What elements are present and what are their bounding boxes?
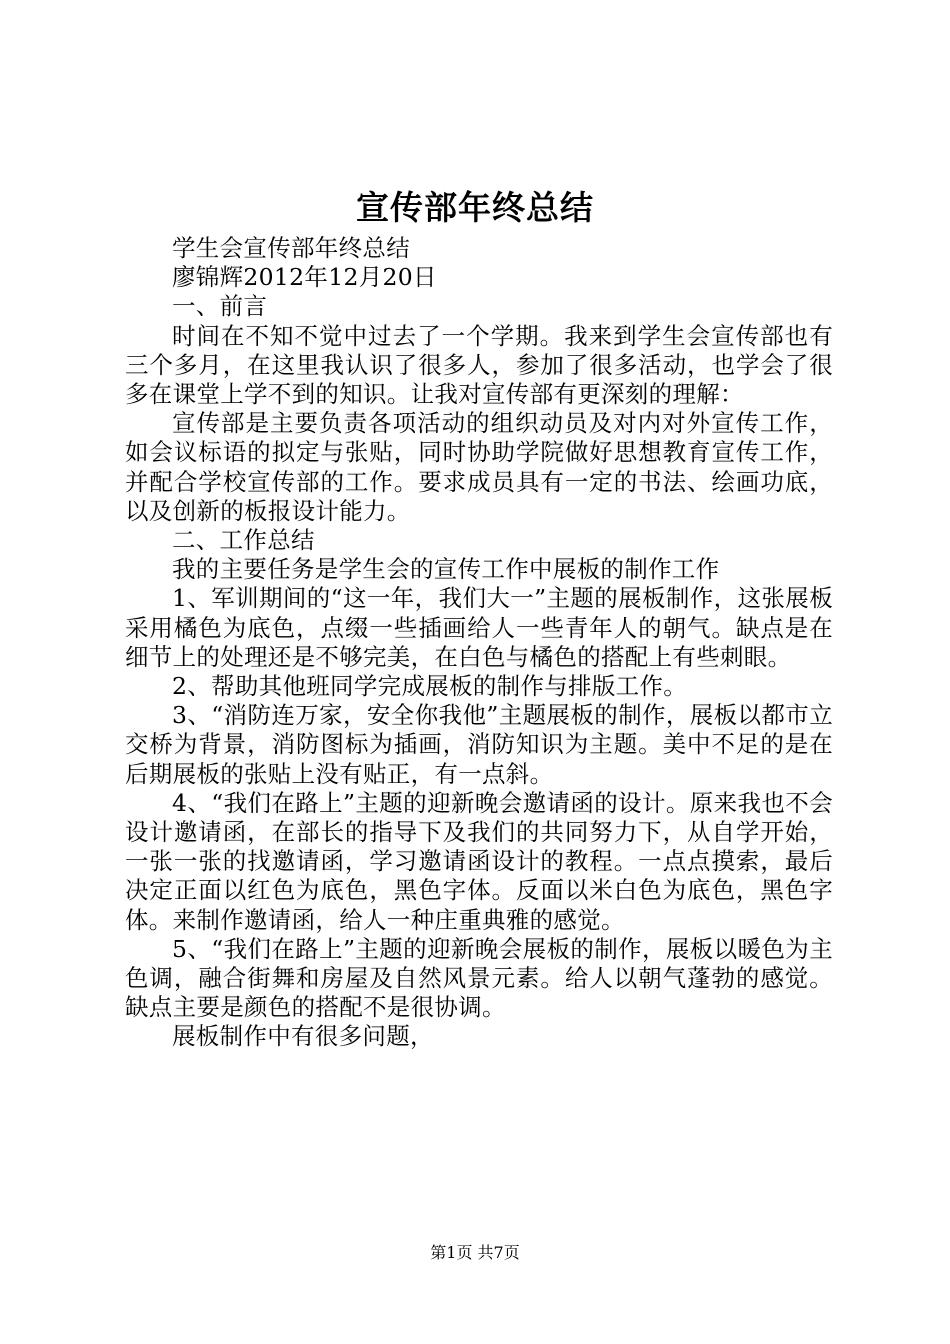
section-heading-summary: 二、工作总结	[172, 526, 315, 555]
list-item: 3、“消防连万家，安全你我他”主题展板的制作，展板以都市立交桥为背景，消防图标为插画，消防知识为主题。美中不足的是在后期展板的张贴上没有贴正，有一点斜。	[125, 701, 833, 788]
list-item: 5、“我们在路上”主题的迎新晚会展板的制作，展板以暖色为主色调，融合街舞和房屋及自然风景元素。给人以朝气蓬勃的感觉。缺点主要是颜色的搭配不是很协调。	[125, 934, 833, 1022]
document-title: 宣传部年终总结	[356, 188, 594, 227]
list-item: 2、帮助其他班同学完成展板的制作与排版工作。	[172, 672, 688, 701]
paragraph-subtitle: 学生会宣传部年终总结	[172, 234, 410, 262]
list-item: 1、军训期间的“这一年，我们大一”主题的展板制作，这张展板采用橘色为底色，点缀一些插画给人一些青年人的朝气。缺点是在细节上的处理还是不够完美，在白色与橘色的搭配上有些刺眼。	[125, 584, 833, 671]
page-footer: 第1页 共7页	[430, 1243, 520, 1262]
document-body	[125, 234, 833, 1052]
paragraph: 展板制作中有很多问题，	[172, 1022, 434, 1051]
paragraph: 时间在不知不觉中过去了一个学期。我来到学生会宣传部也有三个多月，在这里我认识了很多人，参加了很多活动，也学会了很多在课堂上学不到的知识。让我对宣传部有更深刻的理解：	[125, 321, 833, 409]
list-item: 4、“我们在路上”主题的迎新晚会邀请函的设计。原来我也不会设计邀请函，在部长的指导下及我们的共同努力下，从自学开始，一张一张的找邀请函，学习邀请函设计的教程。一点点摸索，最后决定正面以红色为底色，黑色字体。反面以米白色为底色，黑色字体。来制作邀请函，给人一种庄重典雅的感觉。	[125, 788, 833, 934]
paragraph-author-date: 廖锦辉2012年12月20日	[172, 263, 437, 292]
section-heading-preface: 一、前言	[172, 292, 268, 321]
paragraph: 宣传部是主要负责各项活动的组织动员及对内对外宣传工作，如会议标语的拟定与张贴，同时协助学院做好思想教育宣传工作，并配合学校宣传部的工作。要求成员具有一定的书法、绘画功底，以及创新的板报设计能力。	[125, 409, 833, 525]
paragraph: 我的主要任务是学生会的宣传工作中展板的制作工作	[172, 555, 720, 584]
